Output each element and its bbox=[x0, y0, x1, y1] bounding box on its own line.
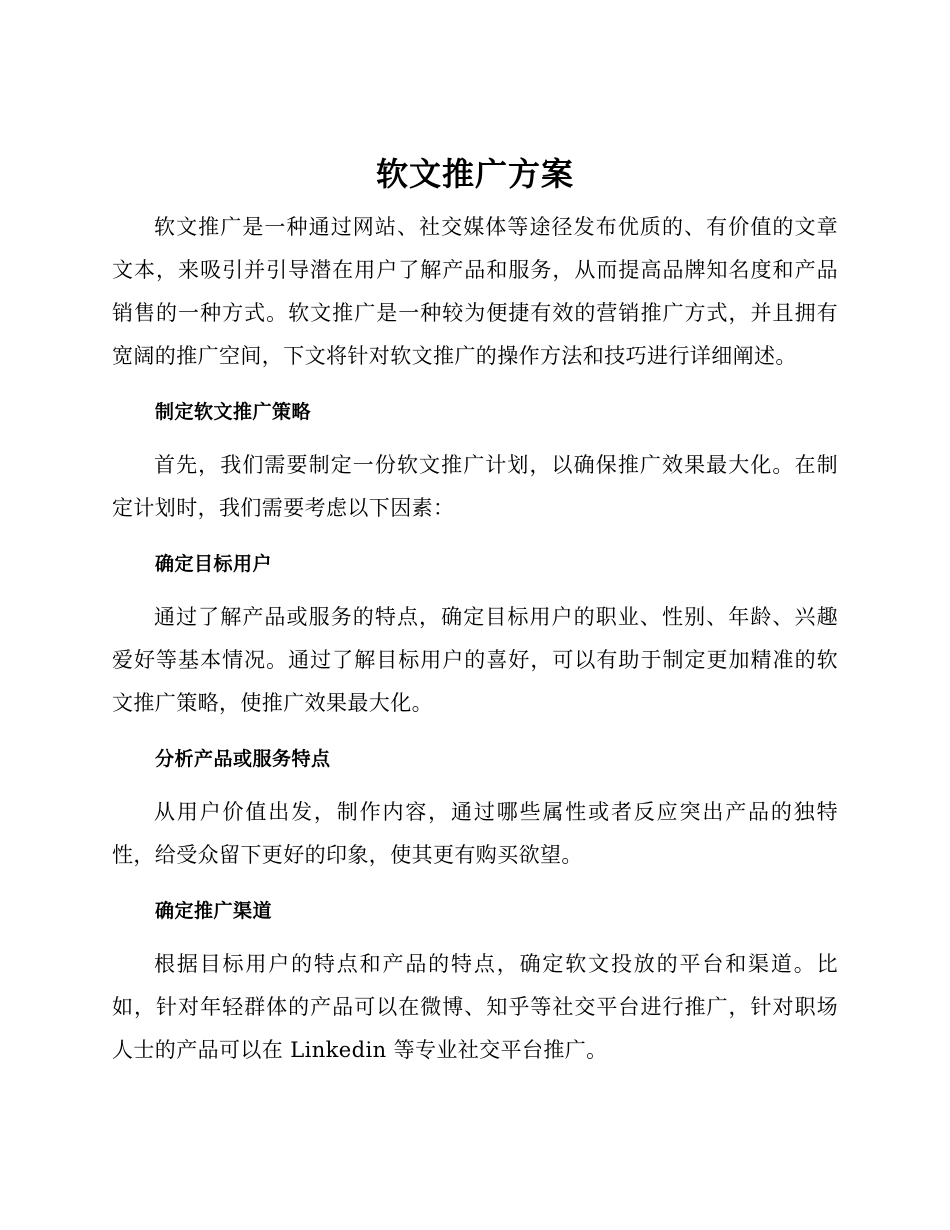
document-title: 软文推广方案 bbox=[375, 155, 574, 193]
section-body-channels: 根据目标用户的特点和产品的特点，确定软文投放的平台和渠道。比如，针对年轻群体的产品可以在微博、知乎等社交平台进行推广，针对职场人士的产品可以在 Linkedin 等专业社交平台推广。 bbox=[112, 952, 838, 1062]
section-body-product-features: 从用户价值出发，制作内容，通过哪些属性或者反应突出产品的独特性，给受众留下更好的印象，使其更有购买欲望。 bbox=[112, 800, 838, 867]
section-body-strategy: 首先，我们需要制定一份软文推广计划，以确保推广效果最大化。在制定计划时，我们需要考虑以下因素： bbox=[112, 453, 838, 520]
section-heading-strategy: 制定软文推广策略 bbox=[155, 401, 312, 423]
section-heading-channels: 确定推广渠道 bbox=[155, 900, 273, 922]
section-body-target-users: 通过了解产品或服务的特点，确定目标用户的职业、性别、年龄、兴趣爱好等基本情况。通过了解目标用户的喜好，可以有助于制定更加精准的软文推广策略，使推广效果最大化。 bbox=[112, 605, 838, 715]
section-heading-product-features: 分析产品或服务特点 bbox=[155, 748, 331, 770]
intro-paragraph: 软文推广是一种通过网站、社交媒体等途径发布优质的、有价值的文章文本，来吸引并引导潜在用户了解产品和服务，从而提高品牌知名度和产品销售的一种方式。软文推广是一种较为便捷有效的营销推广方式，并且拥有宽阔的推广空间，下文将针对软文推广的操作方法和技巧进行详细阐述。 bbox=[112, 215, 838, 368]
section-heading-target-users: 确定目标用户 bbox=[155, 553, 273, 575]
